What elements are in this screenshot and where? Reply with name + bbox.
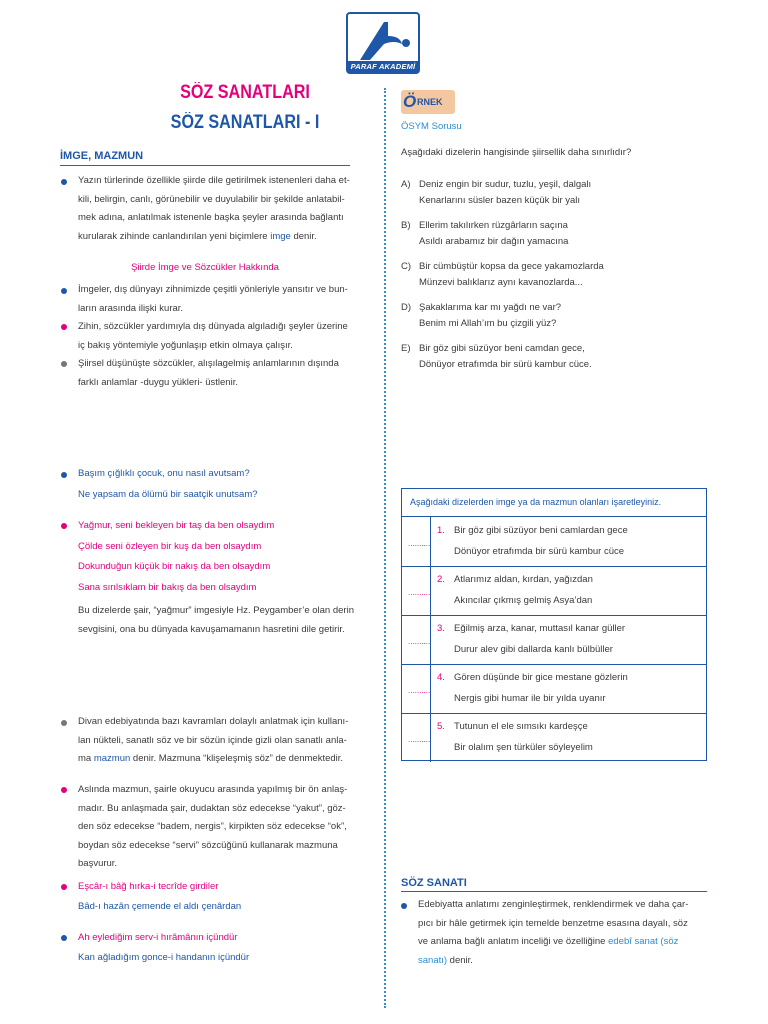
bullet-icon: [61, 288, 67, 294]
osym-label: ÖSYM Sorusu: [401, 121, 462, 132]
brand-logo: [346, 12, 420, 74]
term-edebi-sanat: edebî sanat (söz: [608, 936, 679, 947]
bullet-icon: [61, 472, 67, 478]
text-line: Yazın türlerinde özellikle şiirde dile getirilmek istenenleri daha et-: [78, 175, 350, 186]
column-divider: [384, 88, 386, 1008]
table-row: .......... 5. Tutunun el ele sımsıkı kardeşçe Bir olalım şen türküler söyleyelim: [402, 713, 706, 762]
bullet-icon: [61, 324, 67, 330]
table-row: .......... 1. Bir göz gibi süzüyor beni camlardan gece Dönüyor etrafımda bir sürü kambur cüce: [402, 517, 706, 567]
ornek-badge: Ö RNEK: [401, 90, 455, 114]
question-text: Aşağıdaki dizelerin hangisinde şiirsellik daha sınırlıdır?: [401, 147, 632, 158]
poem-example-2: Yağmur, seni bekleyen bir taş da ben olsaydım Çölde seni özleyen bir kuş da ben olsaydım Dokunduğun küçük bir nakış da ben olsaydım Sana sırılsıklam bir bakış da ben olsaydım: [78, 520, 275, 593]
term-mazmun: mazmun: [93, 753, 131, 764]
option-a[interactable]: A) Deniz engin bir sudur, tuzlu, yeşil, dalgalı Kenarlarını süsler bazen küçük bir yalı: [401, 179, 592, 206]
term-imge: imge: [270, 230, 291, 242]
answer-blank[interactable]: ..........: [408, 539, 431, 548]
table-header: Aşağıdaki dizelerden imge ya da mazmun olanları işaretleyiniz.: [402, 489, 706, 517]
answer-blank[interactable]: ..........: [408, 588, 431, 597]
paraf-logo-icon: [348, 16, 418, 64]
table-row: .......... 3. Eğilmiş arza, kanar, muttasıl kanar güller Durur alev gibi dallarda kanlı bülbüller: [402, 615, 706, 665]
intro-paragraph: [78, 172, 373, 246]
option-c[interactable]: C) Bir cümbüştür kopsa da gece yakamozlarda Münzevi balıklarız aynı kavanozlarda...: [401, 261, 604, 288]
exercise-table: [401, 488, 707, 761]
bullet-icon: [61, 361, 67, 367]
text-line: kurularak zihinde canlandırılan yeni biçimlere imge denir.: [78, 230, 317, 242]
imge-point-2: Zihin, sözcükler yardımıyla dış dünyada algıladığı şeyler üzerine iç bakış yöntemiyle yoğunlaşıp etkin olmaya çalışır.: [78, 321, 348, 351]
poem-example-4: Ah eylediğim serv-i hırâmânın içündür Kan ağladığım gonce-i handanın içündür: [78, 932, 250, 963]
option-e[interactable]: E) Bir göz gibi süzüyor beni camdan gece, Dönüyor etrafımda bir sürü kambur cüce.: [401, 343, 592, 370]
poem-example-3: Eşcâr-ı bâğ hırka-i tecrîde girdiler Bâd-ı hazân çemende el aldı çenârdan: [78, 881, 242, 912]
section-title-soz-sanati: SÖZ SANATI: [401, 877, 467, 889]
section-title-imge-mazmun: İMGE, MAZMUN: [60, 150, 144, 162]
bullet-icon: [61, 884, 67, 890]
page-subtitle: SÖZ SANATLARI - I: [170, 112, 320, 133]
answer-blank[interactable]: ..........: [408, 686, 431, 695]
table-row: .......... 4. Gören düşünde bir gice mestane gözlerin Nergis gibi humar ile bir yılda uyanır: [402, 664, 706, 714]
aslinda-paragraph: Aslında mazmun, şairle okuyucu arasında yapılmış bir ön anlaş- madır. Bu anlaşmada şair, dudaktan söz edecekse “yakut”, göz- den söz edecekse “badem, nergis”, kirpikten söz edecekse “ok”, boydan söz edecekse “servi” sözcüğünü kullanarak mazmuna başvurur.: [78, 784, 348, 869]
imge-point-1: İmgeler, dış dünyayı zihnimizde çeşitli yönleriyle yansıtır ve bun- ların arasında ilişki kurar.: [78, 284, 348, 314]
answer-blank[interactable]: ..........: [408, 637, 431, 646]
text-line: kili, belirgin, canlı, görünebilir ve duyulabilir bir şekilde anlatabil-: [78, 193, 345, 205]
answer-blank[interactable]: ..........: [408, 735, 431, 744]
section-rule: [60, 165, 350, 166]
bullet-icon: [61, 935, 67, 941]
section-rule: [401, 891, 707, 892]
subhead-imge: Şiirde İmge ve Sözcükler Hakkında: [131, 262, 279, 273]
bullet-icon: [401, 903, 407, 909]
text-line: mek adına, anlatılmak istenenle başka şeyler arasında bağlantı: [78, 212, 344, 223]
option-b[interactable]: B) Ellerim takılırken rüzgârların saçına Asıldı arabamız bir dağın yamacına: [401, 220, 569, 247]
divan-paragraph: Divan edebiyatında bazı kavramları dolaylı anlatmak için kullanı- lan nükteli, sanatlı söz ve bir sözün içinde gizli olan sanatlı anla- ma mazmun denir. Mazmuna “klişeleşmiş söz” de denmektedir.: [78, 716, 349, 764]
brand-name: PARAF AKADEMİ: [348, 61, 418, 72]
bullet-icon: [61, 179, 67, 185]
page-title: SÖZ SANATLARI: [180, 82, 310, 103]
table-row: .......... 2. Atlarımız aldan, kırdan, yağızdan Akıncılar çıkmış gelmiş Asya’dan: [402, 566, 706, 616]
bullet-icon: [61, 523, 67, 529]
poem-example-1: Başım çığlıklı çocuk, onu nasıl avutsam? Ne yapsam da ölümü bir saatçik unutsam?: [78, 468, 258, 500]
bullet-icon: [61, 787, 67, 793]
poem-note: Bu dizelerde şair, “yağmur” imgesiyle Hz. Peygamber’e olan derin sevgisini, ona bu dünyada kavuşamamanın hasretini dile getirir.: [78, 605, 354, 635]
soz-sanati-paragraph: Edebiyatta anlatımı zenginleştirmek, renklendirmek ve daha çar- pıcı bir hâle getirmek için temelde benzetme esasına dayalı, söz ve anlama bağlı anlatım inceliği ve özelliğine edebî sanat (söz sanatı) denir.: [418, 899, 689, 966]
bullet-icon: [61, 720, 67, 726]
option-d[interactable]: D) Şakaklarıma kar mı yağdı ne var? Benim mi Allah’ım bu çizgili yüz?: [401, 302, 562, 329]
imge-point-3: Şiirsel düşünüşte sözcükler, alışılagelmiş anlamlarının dışında farklı anlamlar -duygu yükleri- üstlenir.: [78, 358, 339, 388]
answer-options: [401, 176, 721, 381]
